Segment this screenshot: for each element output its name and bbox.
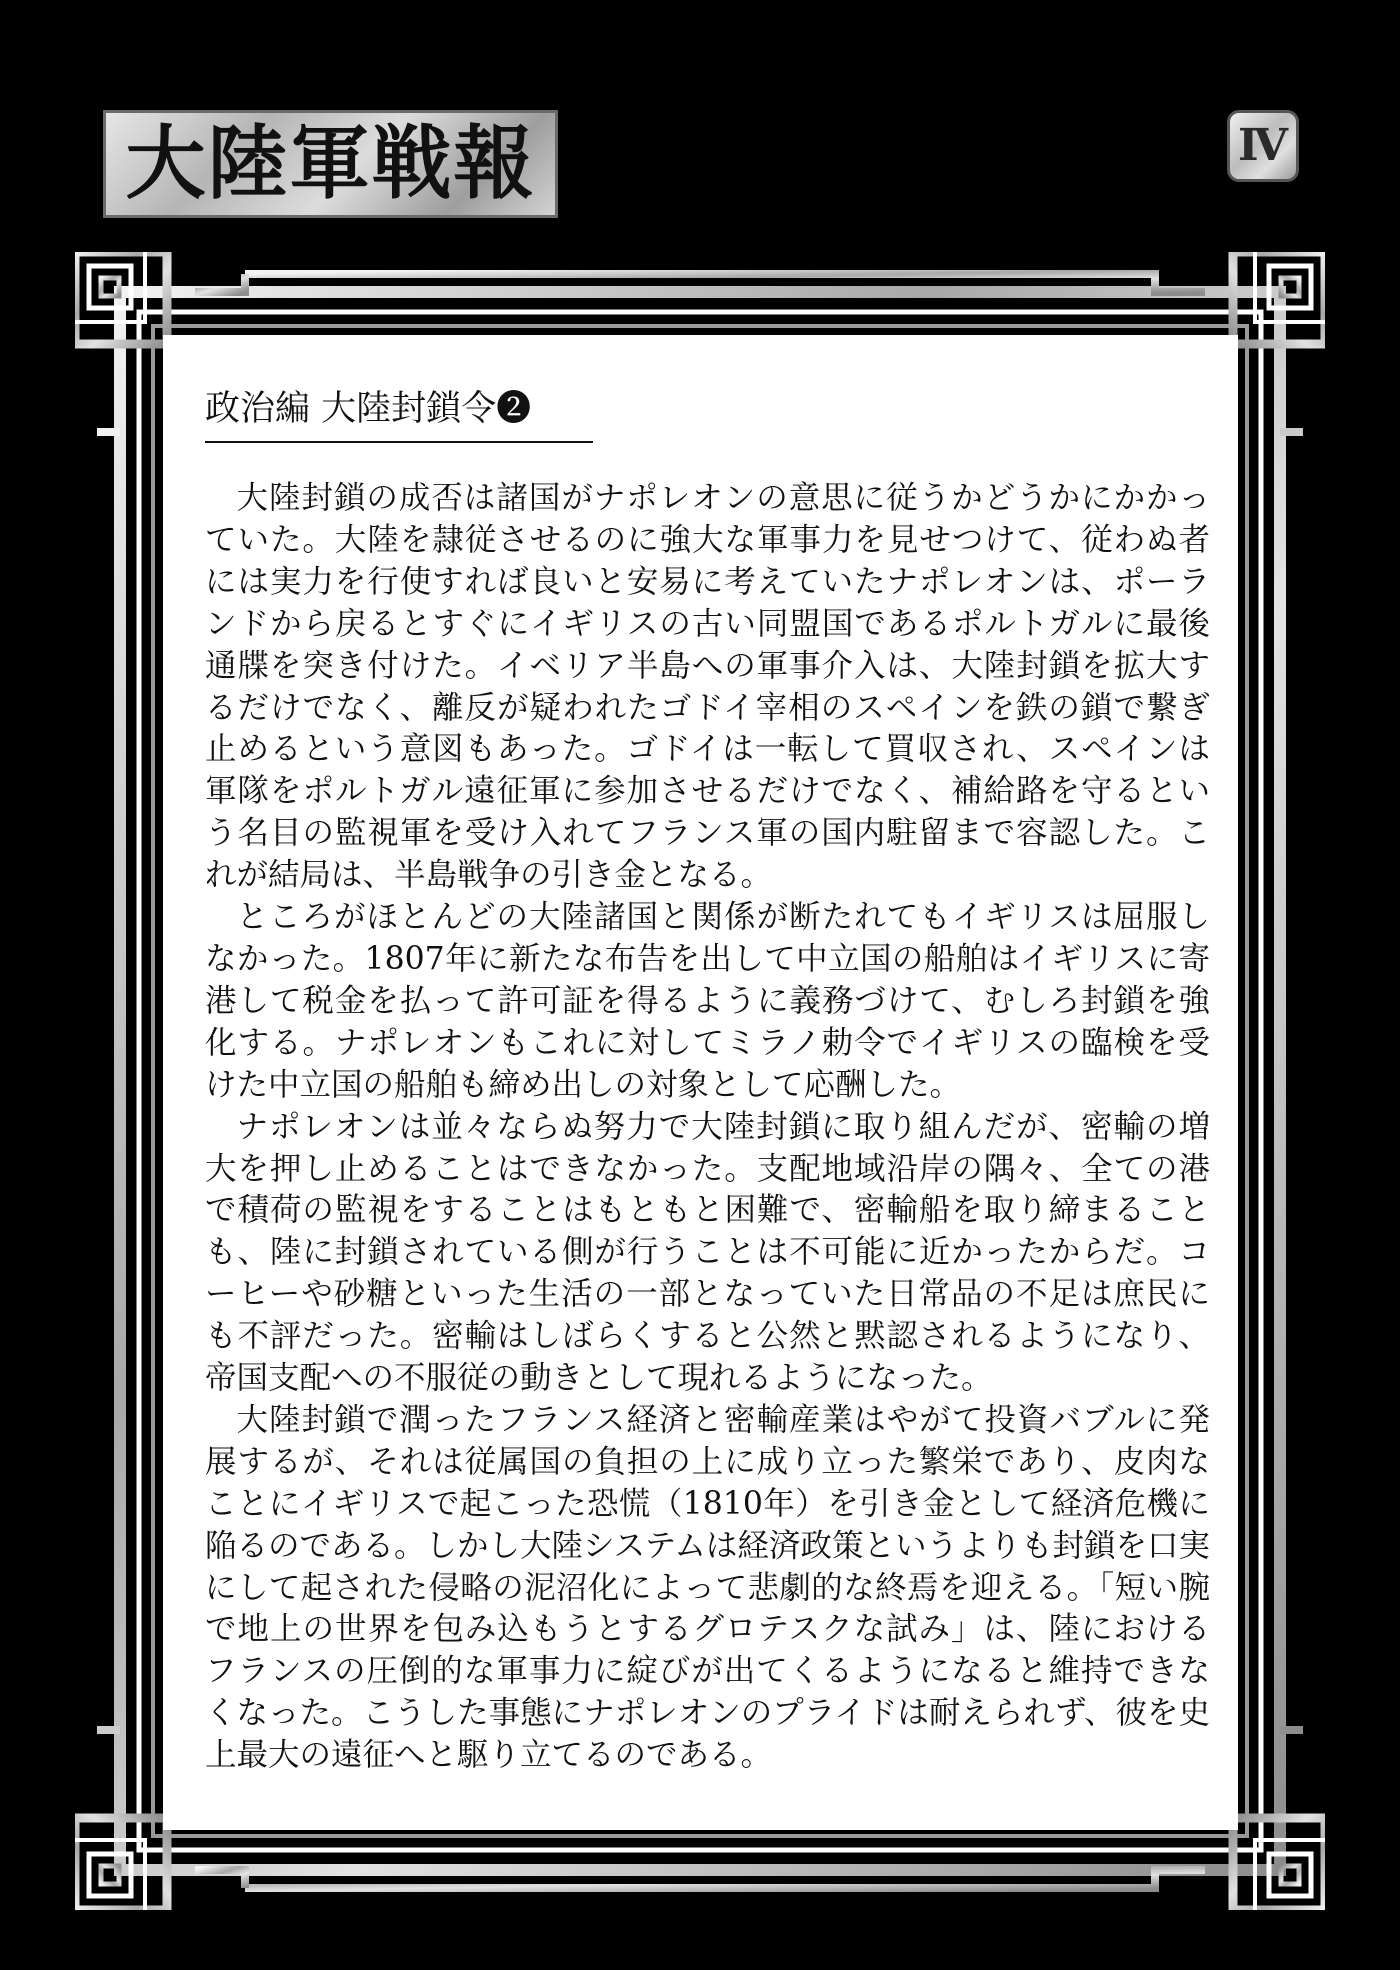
header-title-plate (103, 110, 558, 218)
paragraph: ところがほとんどの大陸諸国と関係が断たれてもイギリスは屈服しなかった。1807年に新たな布告を出して中立国の船舶はイギリスに寄港して税金を払って許可証を得るように義務づけて、むしろ封鎖を強化する。ナポレオンもこれに対してミラノ勅令でイギリスの臨検を受けた中立国の船舶も締め出しの対象として応酬した。 (205, 899, 1210, 1103)
section-title: 政治編 大陸封鎖令❷ (205, 389, 532, 429)
header-title: 大陸軍戦報 (125, 117, 536, 210)
paragraph: 大陸封鎖で潤ったフランス経済と密輸産業はやがて投資バブルに発展するが、それは従属国の負担の上に成り立った繁栄であり、皮肉なことにイギリスで起こった恐慌（1810年）を引き金として経済危機に陥るのである。しかし大陸システムは経済政策というよりも封鎖を口実にして起された侵略の泥沼化によって悲劇的な終焉を迎える。「短い腕で地上の世界を包み込もうとするグロテスクな試み」は、陸におけるフランスの圧倒的な軍事力に綻びが出てくるようになると維持できなくなった。こうした事態にナポレオンのプライドは耐えられず、彼を史上最大の遠征へと駆り立てるのである。 (205, 1401, 1210, 1774)
paragraph: 大陸封鎖の成否は諸国がナポレオンの意思に従うかどうかにかかっていた。大陸を隷従させるのに強大な軍事力を見せつけて、従わぬ者には実力を行使すれば良いと安易に考えていたナポレオンは、ポーランドから戻るとすぐにイギリスの古い同盟国であるポルトガルに最後通牒を突き付けた。イベリア半島への軍事介入は、大陸封鎖を拡大するだけでなく、離反が疑われたゴドイ宰相のスペインを鉄の鎖で繋ぎ止めるという意図もあった。ゴドイは一転して買収され、スペインは軍隊をポルトガル遠征軍に参加させるだけでなく、補給路を守るという名目の監視軍を受け入れてフランス軍の国内駐留まで容認した。これが結局は、半島戦争の引き金となる。 (205, 480, 1210, 894)
chapter-numeral: Ⅳ (1238, 120, 1288, 171)
article-body (205, 478, 1210, 1777)
section-title-underline (205, 441, 593, 443)
paragraph: ナポレオンは並々ならぬ努力で大陸封鎖に取り組んだが、密輸の増大を押し止めることはできなかった。支配地域沿岸の隅々、全ての港で積荷の監視をすることはもともと困難で、密輸船を取り締まることも、陸に封鎖されている側が行うことは不可能に近かったからだ。コーヒーや砂糖といった生活の一部となっていた日常品の不足は庶民にも不評だった。密輸はしばらくすると公然と黙認されるようになり、帝国支配への不服従の動きとして現れるようになった。 (205, 1108, 1210, 1397)
chapter-badge (1227, 110, 1299, 182)
